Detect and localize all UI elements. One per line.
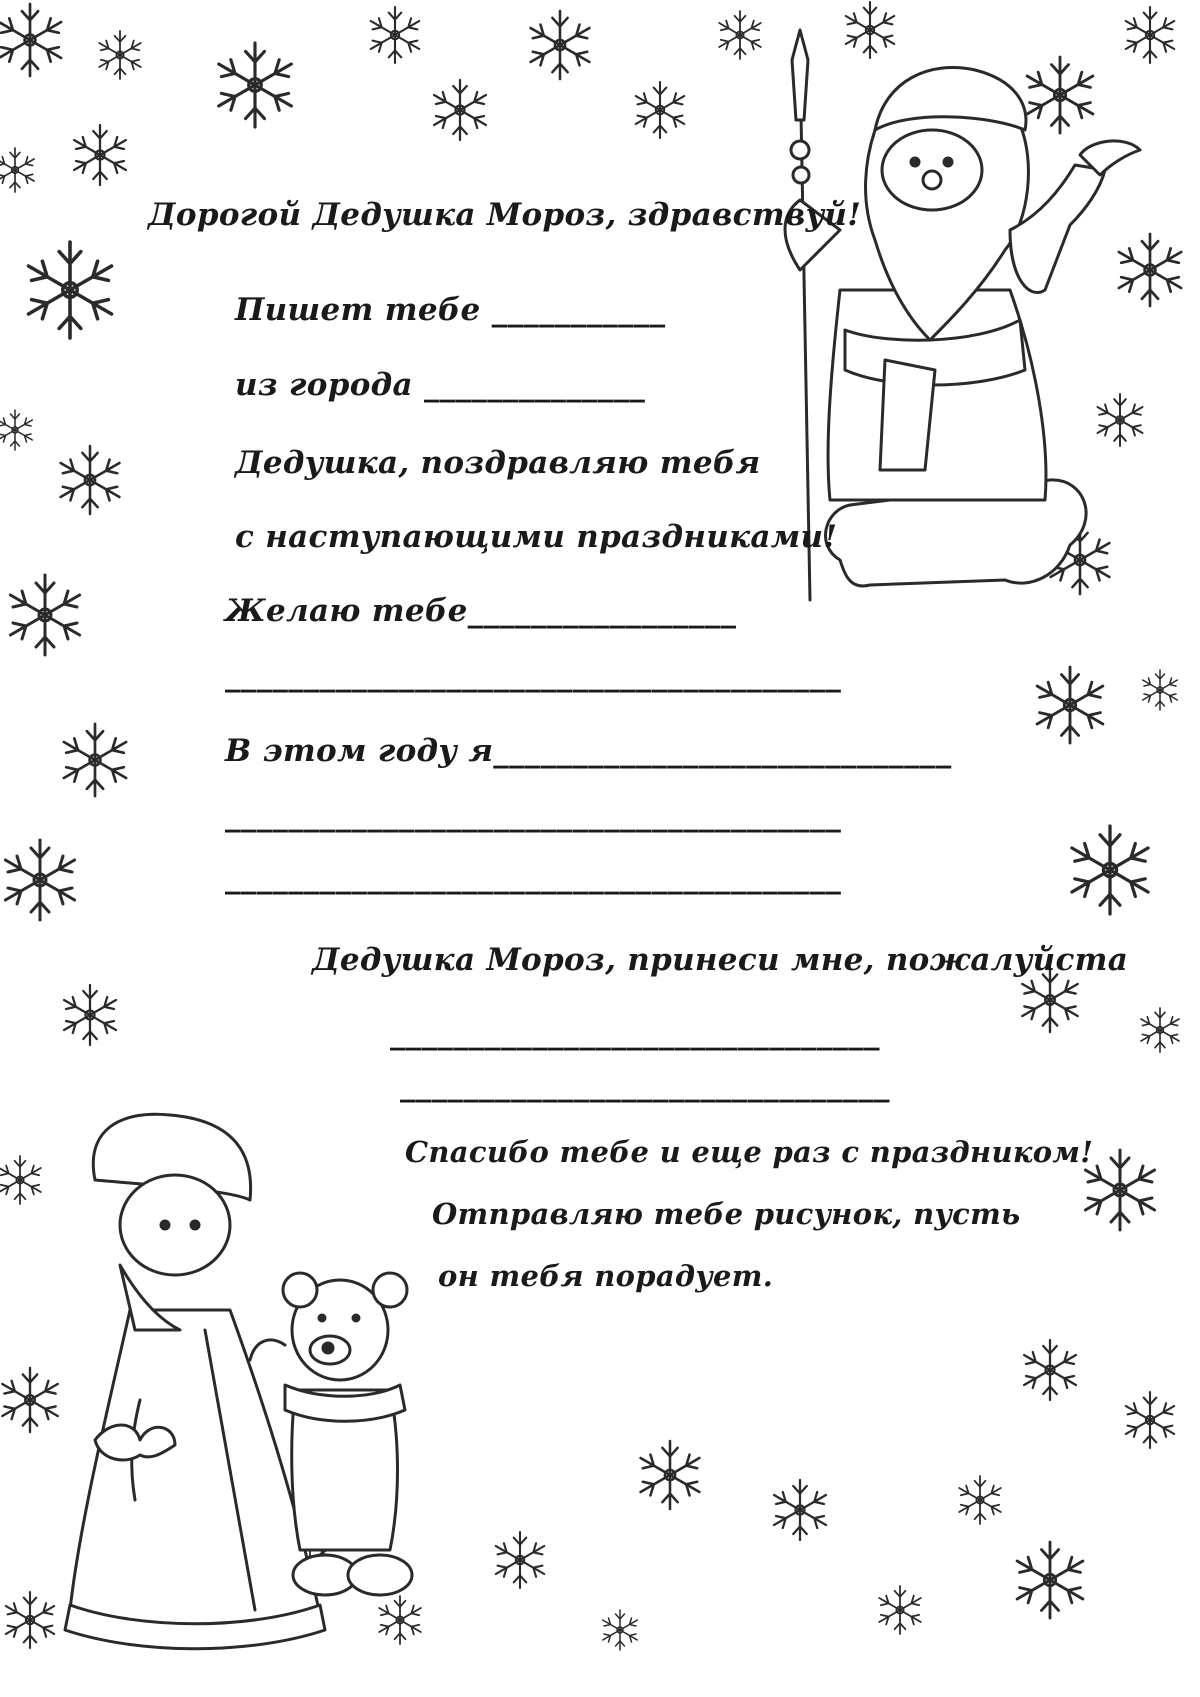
snowflake-icon (61, 446, 120, 514)
wish-continuation-line[interactable]: _______________________________________ (225, 657, 842, 693)
request-heading: Дедушка Мороз, принеси мне, пожалуйста (312, 942, 1129, 978)
snowflake-icon (846, 2, 894, 58)
congrats-line-1: Дедушка, поздравляю тебя (235, 445, 761, 481)
snowflake-icon (1037, 667, 1103, 743)
snegurochka-and-bear-icon (65, 1114, 412, 1648)
snowflake-icon (2, 1368, 57, 1432)
snowflake-icon (5, 840, 74, 920)
snowflake-icon (879, 1586, 921, 1634)
congrats-line-2: с наступающими праздниками! (235, 519, 838, 555)
greeting: Дорогой Дедушка Мороз, здравствуй! (148, 197, 862, 233)
snowflake-icon (371, 7, 419, 63)
snowflake-icon (1027, 57, 1093, 133)
snowflake-icon (959, 1476, 1001, 1524)
snowflake-icon (1017, 1542, 1083, 1618)
snowflake-icon (531, 11, 590, 79)
snowflake-icon (603, 1610, 638, 1650)
wish-field[interactable]: Желаю тебе_________________ (225, 593, 737, 629)
snowflake-icon (774, 1480, 826, 1540)
snowflake-icon (0, 1156, 41, 1204)
this-year-line-1[interactable]: _______________________________________ (225, 797, 842, 833)
from-name-field[interactable]: Пишет тебе ___________ (235, 292, 666, 328)
thanks-line: Спасибо тебе и еще раз с праздником! (405, 1135, 1094, 1169)
snowflake-icon (1126, 7, 1174, 63)
from-city-field[interactable]: из города ______________ (235, 367, 646, 403)
ded-moroz-icon (785, 30, 1140, 600)
snowflake-icon (641, 1441, 700, 1509)
snowflake-icon (636, 82, 684, 138)
snowflake-icon (379, 1596, 421, 1644)
snowflake-icon (1024, 1340, 1076, 1400)
snowflake-icon (1072, 826, 1148, 914)
snowflake-icon (1119, 234, 1181, 306)
snowflake-icon (0, 4, 61, 76)
snowflake-icon (219, 43, 292, 127)
request-line-2[interactable]: _______________________________ (400, 1067, 890, 1103)
snowflake-icon (28, 242, 111, 338)
snowflake-icon (64, 724, 126, 796)
request-line-1[interactable]: _______________________________ (390, 1015, 880, 1051)
snowflake-icon (0, 148, 34, 192)
snowflake-icon (1141, 1008, 1179, 1052)
snowflake-icon (99, 31, 141, 79)
this-year-line-2[interactable]: _______________________________________ (225, 859, 842, 895)
drawing-line-1: Отправляю тебе рисунок, пусть (432, 1197, 1021, 1231)
snowflake-icon (10, 575, 79, 655)
snowflake-icon (64, 985, 116, 1045)
snowflake-icon (719, 11, 761, 59)
snowflake-icon (0, 410, 32, 450)
snowflake-icon (6, 1592, 54, 1648)
snowflake-icon (1126, 1392, 1174, 1448)
this-year-field[interactable]: В этом году я_____________________________ (225, 733, 952, 769)
drawing-line-2: он тебя порадует. (438, 1259, 774, 1293)
snowflake-icon (1098, 394, 1143, 446)
snowflake-icon (1143, 670, 1178, 710)
snowflake-icon (74, 125, 126, 185)
snowflake-icon (1085, 1150, 1154, 1230)
snowflake-icon (496, 1532, 544, 1588)
snowflake-icon (434, 80, 486, 140)
